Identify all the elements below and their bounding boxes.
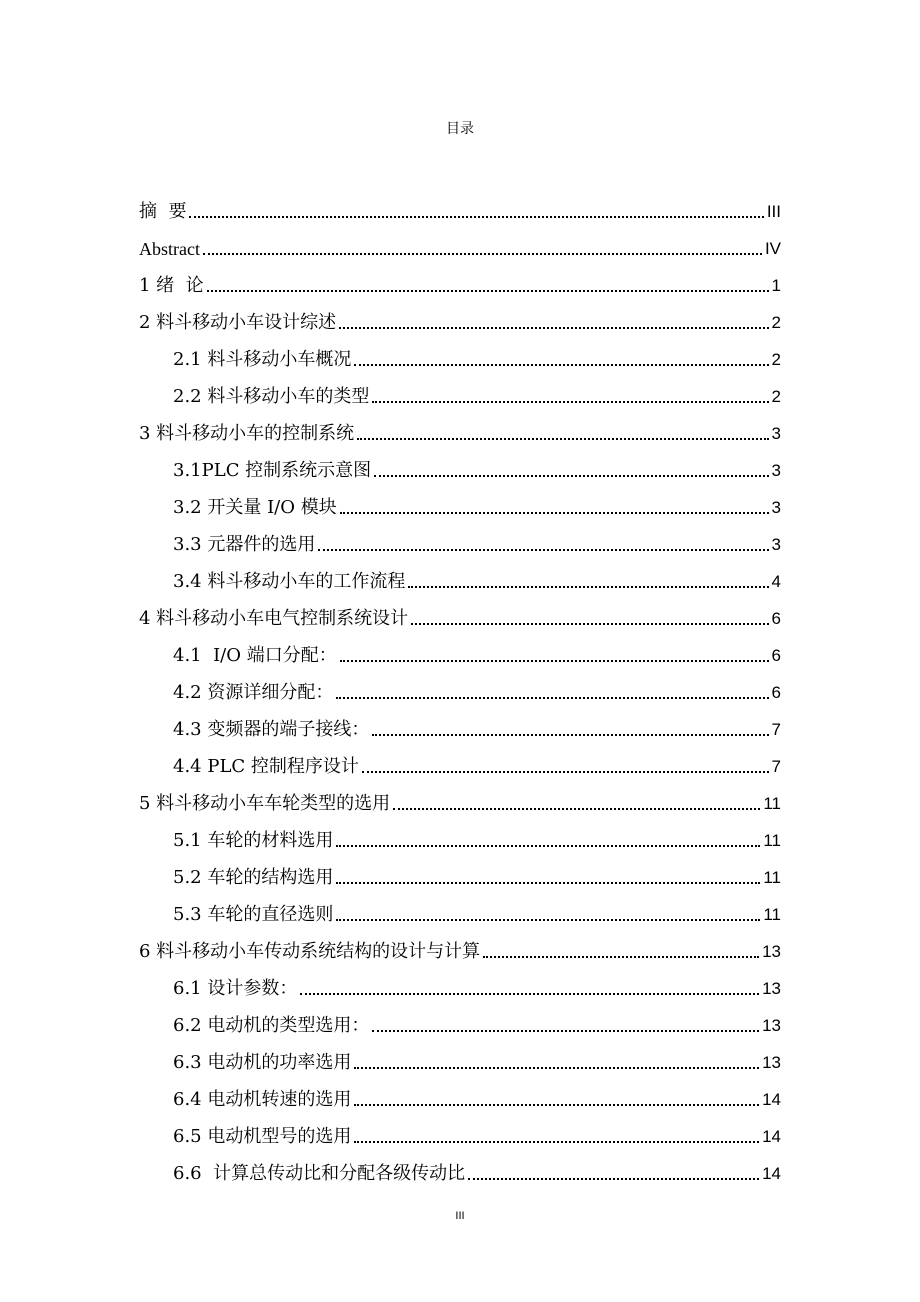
- toc-leader-dots: [374, 475, 768, 477]
- toc-leader-dots: [411, 623, 768, 625]
- toc-entry-label: 3.4 料斗移动小车的工作流程: [173, 571, 406, 592]
- toc-entry-page-number: 14: [762, 1090, 781, 1109]
- toc-entry-label: 6 料斗移动小车传动系统结构的设计与计算: [139, 941, 481, 962]
- toc-leader-dots: [372, 1030, 759, 1032]
- toc-entry-page-number: 2: [771, 313, 781, 332]
- toc-leader-dots: [468, 1178, 759, 1180]
- toc-entry-page-number: 14: [762, 1127, 781, 1146]
- toc-entry-label: 6.6 计算总传动比和分配各级传动比: [173, 1163, 466, 1184]
- toc-entry-page-number: 13: [762, 1016, 781, 1035]
- toc-entry-page-number: III: [766, 202, 781, 221]
- toc-entry-label: 4.1 I/O 端口分配：: [173, 645, 337, 666]
- toc-leader-dots: [318, 549, 768, 551]
- toc-leader-dots: [340, 660, 769, 662]
- toc-entry-label: 3 料斗移动小车的控制系统: [139, 423, 355, 444]
- toc-entry-page-number: 6: [771, 683, 781, 702]
- toc-entry-page-number: IV: [764, 239, 781, 258]
- toc-leader-dots: [372, 401, 768, 403]
- toc-entry-label: 2 料斗移动小车设计综述: [139, 312, 337, 333]
- toc-entry[interactable]: [139, 709, 781, 746]
- toc-entry[interactable]: [139, 894, 781, 931]
- toc-leader-dots: [207, 290, 769, 292]
- toc-entry-label: 6.4 电动机转速的选用: [173, 1089, 352, 1110]
- toc-entry-page-number: 6: [771, 646, 781, 665]
- toc-entry[interactable]: [139, 635, 781, 672]
- toc-leader-dots: [340, 512, 769, 514]
- toc-entry-page-number: 2: [771, 350, 781, 369]
- toc-entry[interactable]: [139, 857, 781, 894]
- toc-entry[interactable]: [139, 376, 781, 413]
- toc-entry-page-number: 6: [771, 609, 781, 628]
- toc-leader-dots: [300, 993, 759, 995]
- toc-entry-label: 4 料斗移动小车电气控制系统设计: [139, 608, 409, 629]
- toc-entry-label: 5 料斗移动小车车轮类型的选用: [139, 793, 391, 814]
- toc-entry-page-number: 11: [763, 868, 781, 887]
- toc-entry-label: 4.4 PLC 控制程序设计: [173, 756, 359, 777]
- page-title: 目录: [446, 121, 474, 137]
- toc-entry-label: 5.1 车轮的材料选用: [173, 830, 334, 851]
- toc-entry[interactable]: [139, 450, 781, 487]
- toc-leader-dots: [354, 364, 768, 366]
- toc-entry-page-number: 13: [762, 942, 781, 961]
- toc-entry-page-number: 7: [771, 757, 781, 776]
- toc-entry-label: 4.2 资源详细分配：: [173, 682, 334, 703]
- toc-entry-page-number: 11: [763, 905, 781, 924]
- toc-entry-label: 6.2 电动机的类型选用：: [173, 1015, 370, 1036]
- toc-entry[interactable]: [139, 524, 781, 561]
- toc-entry-page-number: 3: [771, 498, 781, 517]
- toc-leader-dots: [354, 1141, 759, 1143]
- toc-entry-page-number: 13: [762, 1053, 781, 1072]
- toc-entry[interactable]: [139, 968, 781, 1005]
- toc-entry-page-number: 14: [762, 1164, 781, 1183]
- toc-entry-page-number: 3: [771, 424, 781, 443]
- toc-entry-label: 6.1 设计参数：: [173, 978, 298, 999]
- toc-leader-dots: [336, 845, 760, 847]
- toc-leader-dots: [354, 1067, 759, 1069]
- toc-entry-label: 摘 要: [139, 201, 187, 222]
- toc-entry-page-number: 4: [771, 572, 781, 591]
- toc-entry[interactable]: [139, 783, 781, 820]
- toc-entry-page-number: 1: [771, 276, 781, 295]
- toc-entry[interactable]: [139, 191, 781, 228]
- toc-leader-dots: [336, 697, 768, 699]
- toc-entry[interactable]: [139, 413, 781, 450]
- toc-leader-dots: [408, 586, 768, 588]
- toc-entry[interactable]: [139, 1005, 781, 1042]
- toc-leader-dots: [354, 1104, 759, 1106]
- toc-entry[interactable]: [139, 672, 781, 709]
- toc-entry[interactable]: [139, 931, 781, 968]
- toc-entry-label: 3.1PLC 控制系统示意图: [173, 460, 372, 481]
- toc-entry[interactable]: [139, 265, 781, 302]
- table-of-contents: [139, 191, 781, 1190]
- toc-leader-dots: [336, 882, 760, 884]
- toc-entry[interactable]: [139, 598, 781, 635]
- toc-entry-page-number: 3: [771, 535, 781, 554]
- toc-entry[interactable]: [139, 1116, 781, 1153]
- toc-leader-dots: [339, 327, 768, 329]
- toc-leader-dots: [483, 956, 759, 958]
- toc-entry-label: 3.3 元器件的选用: [173, 534, 316, 555]
- toc-entry[interactable]: [139, 228, 781, 265]
- toc-leader-dots: [357, 438, 768, 440]
- toc-entry[interactable]: [139, 561, 781, 598]
- toc-entry[interactable]: [139, 487, 781, 524]
- toc-entry-page-number: 11: [763, 794, 781, 813]
- toc-entry[interactable]: [139, 1079, 781, 1116]
- toc-entry-label: 6.3 电动机的功率选用: [173, 1052, 352, 1073]
- toc-entry-page-number: 11: [763, 831, 781, 850]
- toc-entry-label: 2.1 料斗移动小车概况: [173, 349, 352, 370]
- toc-entry-label: 3.2 开关量 I/O 模块: [173, 497, 337, 518]
- toc-entry-page-number: 13: [762, 979, 781, 998]
- toc-entry-page-number: 7: [771, 720, 781, 739]
- toc-leader-dots: [336, 919, 760, 921]
- toc-entry[interactable]: [139, 746, 781, 783]
- toc-entry-label: 4.3 变频器的端子接线：: [173, 719, 370, 740]
- toc-leader-dots: [362, 771, 769, 773]
- toc-leader-dots: [372, 734, 768, 736]
- toc-entry-label: Abstract: [139, 239, 200, 259]
- toc-leader-dots: [203, 253, 762, 255]
- footer-page-number: III: [455, 1210, 465, 1222]
- toc-leader-dots: [393, 808, 760, 810]
- toc-entry-label: 5.2 车轮的结构选用: [173, 867, 334, 888]
- toc-entry-label: 6.5 电动机型号的选用: [173, 1126, 352, 1147]
- toc-entry-label: 2.2 料斗移动小车的类型: [173, 386, 370, 407]
- toc-leader-dots: [189, 216, 763, 218]
- toc-entry[interactable]: [139, 820, 781, 857]
- toc-entry[interactable]: [139, 1042, 781, 1079]
- toc-entry-page-number: 2: [771, 387, 781, 406]
- toc-entry[interactable]: [139, 339, 781, 376]
- toc-entry[interactable]: [139, 1153, 781, 1190]
- toc-entry-label: 1 绪 论: [139, 275, 204, 296]
- toc-entry-page-number: 3: [771, 461, 781, 480]
- toc-entry-label: 5.3 车轮的直径选则: [173, 904, 334, 925]
- toc-entry[interactable]: [139, 302, 781, 339]
